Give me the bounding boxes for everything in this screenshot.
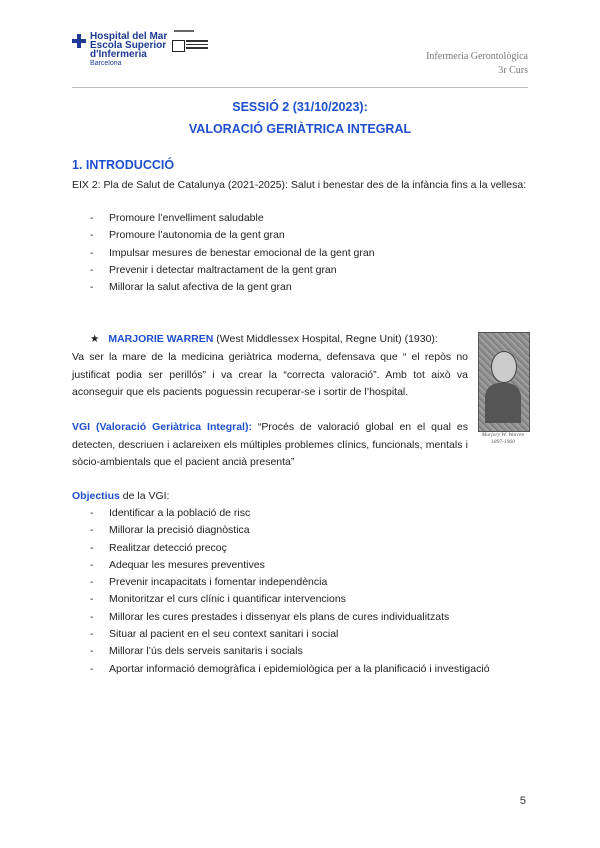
list-item: - Millorar la precisió diagnòstica (90, 524, 250, 537)
hospital-logo (72, 32, 167, 68)
university-logo (172, 30, 214, 60)
objectius-heading (72, 488, 528, 506)
course-year: 3r Curs (498, 65, 528, 76)
intro-paragraph: EIX 2: Pla de Salut de Catalunya (2021-2025): Salut i benestar des de la infància fins a la vellesa: (72, 179, 527, 191)
list-item: - Situar al pacient en el seu context sanitari i social (90, 628, 339, 641)
page-header (72, 28, 528, 88)
page-number: 5 (519, 795, 526, 807)
list-item: - Aportar informació demogràfica i epidemiològica per a la planificació i investigació (90, 662, 490, 675)
objectius-term: Objectius (72, 490, 120, 502)
list-item: - Prevenir incapacitats i fomentar independència (90, 576, 328, 589)
pla-salut-list (90, 210, 375, 296)
session-title: SESSIÓ 2 (31/10/2023): (232, 100, 368, 114)
list-item: - Impulsar mesures de benestar emocional de la gent gran (90, 246, 375, 259)
logo-city: Barcelona (90, 60, 122, 67)
warren-details: (West Middlessex Hospital, Regne Unit) (1930): (213, 333, 438, 345)
session-subtitle: VALORACIÓ GERIÀTRICA INTEGRAL (188, 122, 412, 136)
list-item: - Promoure l’envelliment saludable (90, 212, 264, 224)
list-item: - Millorar l’ús dels serveis sanitaris i socials (90, 645, 303, 658)
list-item: - Prevenir i detectar maltractament de la gent gran (90, 263, 337, 276)
warren-name: MARJORIE WARREN (108, 333, 214, 345)
header-divider (72, 87, 528, 88)
list-item: - Monitoritzar el curs clínic i quantificar intervencions (90, 593, 346, 606)
vgi-term: VGI (Valoració Geriàtrica Integral): (72, 421, 252, 433)
list-item: - Adequar les mesures preventives (90, 558, 265, 571)
list-item: - Millorar la salut afectiva de la gent gran (90, 281, 292, 294)
cross-icon (72, 34, 86, 48)
objectius-rest: de la VGI: (119, 490, 170, 502)
vgi-definition (72, 419, 468, 472)
logo-line1: Hospital del Mar (90, 31, 168, 42)
star-icon: ★ (90, 333, 100, 345)
list-item: - Identificar a la població de risc (90, 507, 251, 519)
objectius-list (90, 505, 490, 678)
marjorie-warren-photo (478, 332, 530, 432)
section-heading: 1. INTRODUCCIÓ (72, 158, 175, 172)
list-item: - Promoure l’autonomia de la gent gran (90, 229, 285, 242)
course-name: Infermeria Gerontològica (426, 51, 528, 62)
list-item: - Realitzar detecció precoç (90, 541, 227, 554)
logo-line2: Escola Superior (90, 40, 167, 51)
vgi-text: “Procés de valoració global en el qual es detecten, descriuen i aclareixen els múltiples problemes clínics, funcionals, mentals i sòcio-ambientals que el pacient ancià presenta” (72, 421, 469, 468)
photo-caption: Marjory W. Warren 1897-1960 (481, 432, 525, 445)
list-item: - Millorar les cures prestades i dissenyar els plans de cures individualitzats (90, 610, 450, 623)
warren-text: Va ser la mare de la medicina geriàtrica moderna, defensava que “ el repòs no justificat podia ser perillós” i va crear la “correcta valoració”. Amb tot això va aconseguir que els pacients poguessin recuperar-se i sortir de l’hospital. (72, 351, 468, 398)
upf-icon (172, 40, 185, 52)
warren-heading (90, 331, 470, 349)
logo-line3: d'Infermeria (90, 49, 147, 60)
